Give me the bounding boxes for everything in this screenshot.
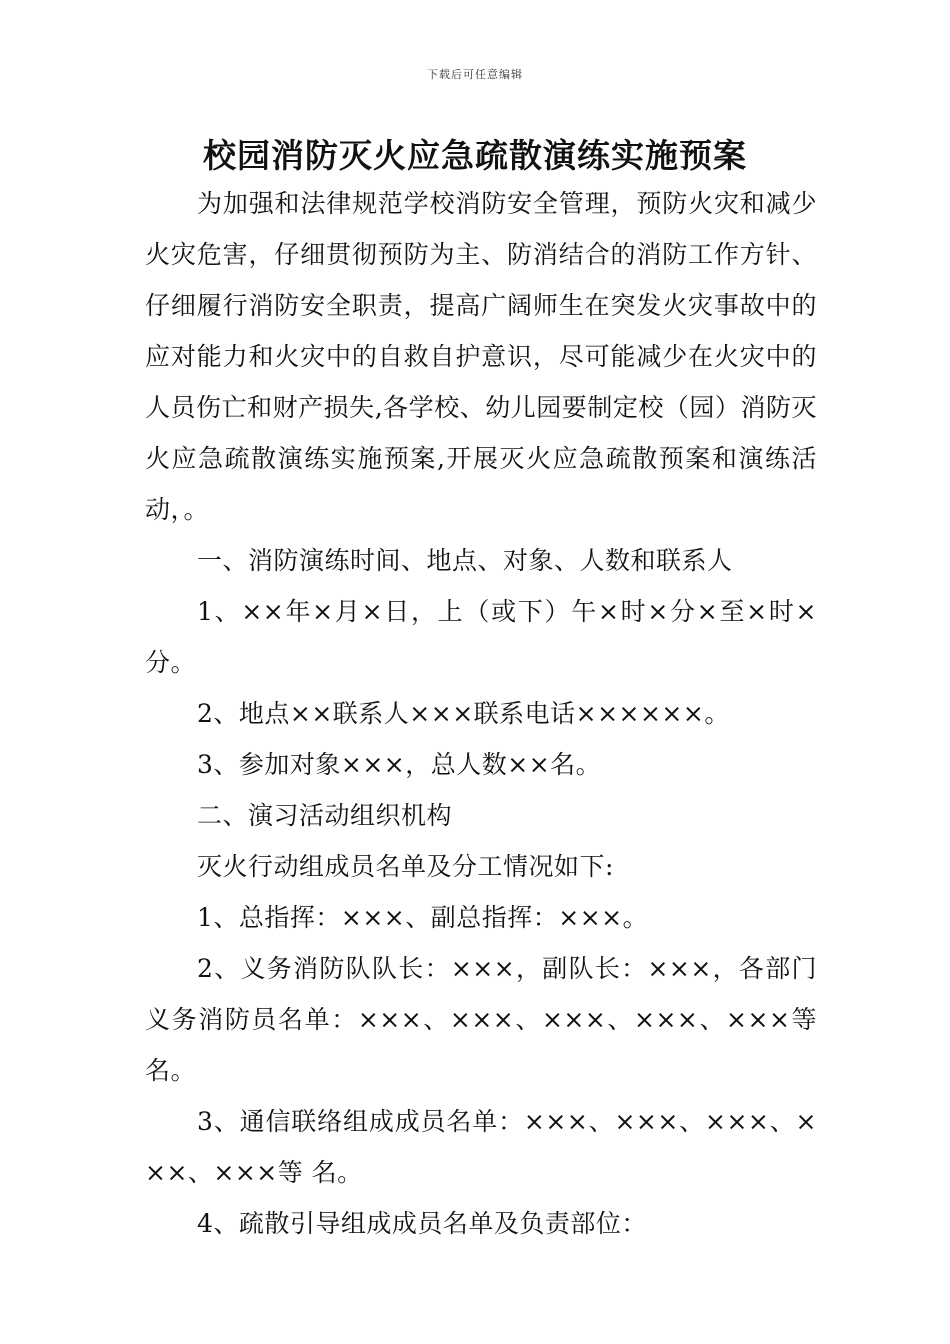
list-item-participants: 3、参加对象×××，总人数××名。 <box>197 750 602 779</box>
list-item-location: 2、地点××联系人×××联系电话××××××。 <box>197 699 730 728</box>
section-heading-1: 一、消防演练时间、地点、对象、人数和联系人 <box>197 546 733 575</box>
intro-paragraph: 为加强和法律规范学校消防安全管理，预防火灾和减少火灾危害，仔细贯彻预防为主、防消结合的消防工作方针、仔细履行消防安全职责，提高广阔师生在突发火灾事故中的应对能力和火灾中的自救自护意识，尽可能减少在火灾中的人员伤亡和财产损失,各学校、幼儿园要制定校（园）消防灭火应急疏散演练实施预案,开展灭火应急疏散预案和演练活动，。 <box>145 189 817 524</box>
header-note: 下载后可任意编辑 <box>427 68 523 81</box>
list-item-fire-team: 2、义务消防队队长：×××，副队长：×××，各部门义务消防员名单：×××、×××、×××、×××、×××等 名。 <box>145 954 817 1085</box>
list-item-commander: 1、总指挥：×××、副总指挥：×××。 <box>197 903 649 932</box>
list-item-evacuation-team: 4、疏散引导组成成员名单及负责部位： <box>197 1209 647 1238</box>
document-body <box>145 178 817 1249</box>
team-intro-paragraph: 灭火行动组成员名单及分工情况如下: <box>197 852 614 881</box>
list-item-communication-team: 3、通信联络组成成员名单：×××、×××、×××、×××、×××等 名。 <box>145 1107 817 1187</box>
list-item-time: 1、××年×月×日，上（或下）午×时×分×至×时×分。 <box>145 597 817 677</box>
section-heading-2: 二、演习活动组织机构 <box>197 801 453 830</box>
document-title: 校园消防灭火应急疏散演练实施预案 <box>203 136 747 175</box>
